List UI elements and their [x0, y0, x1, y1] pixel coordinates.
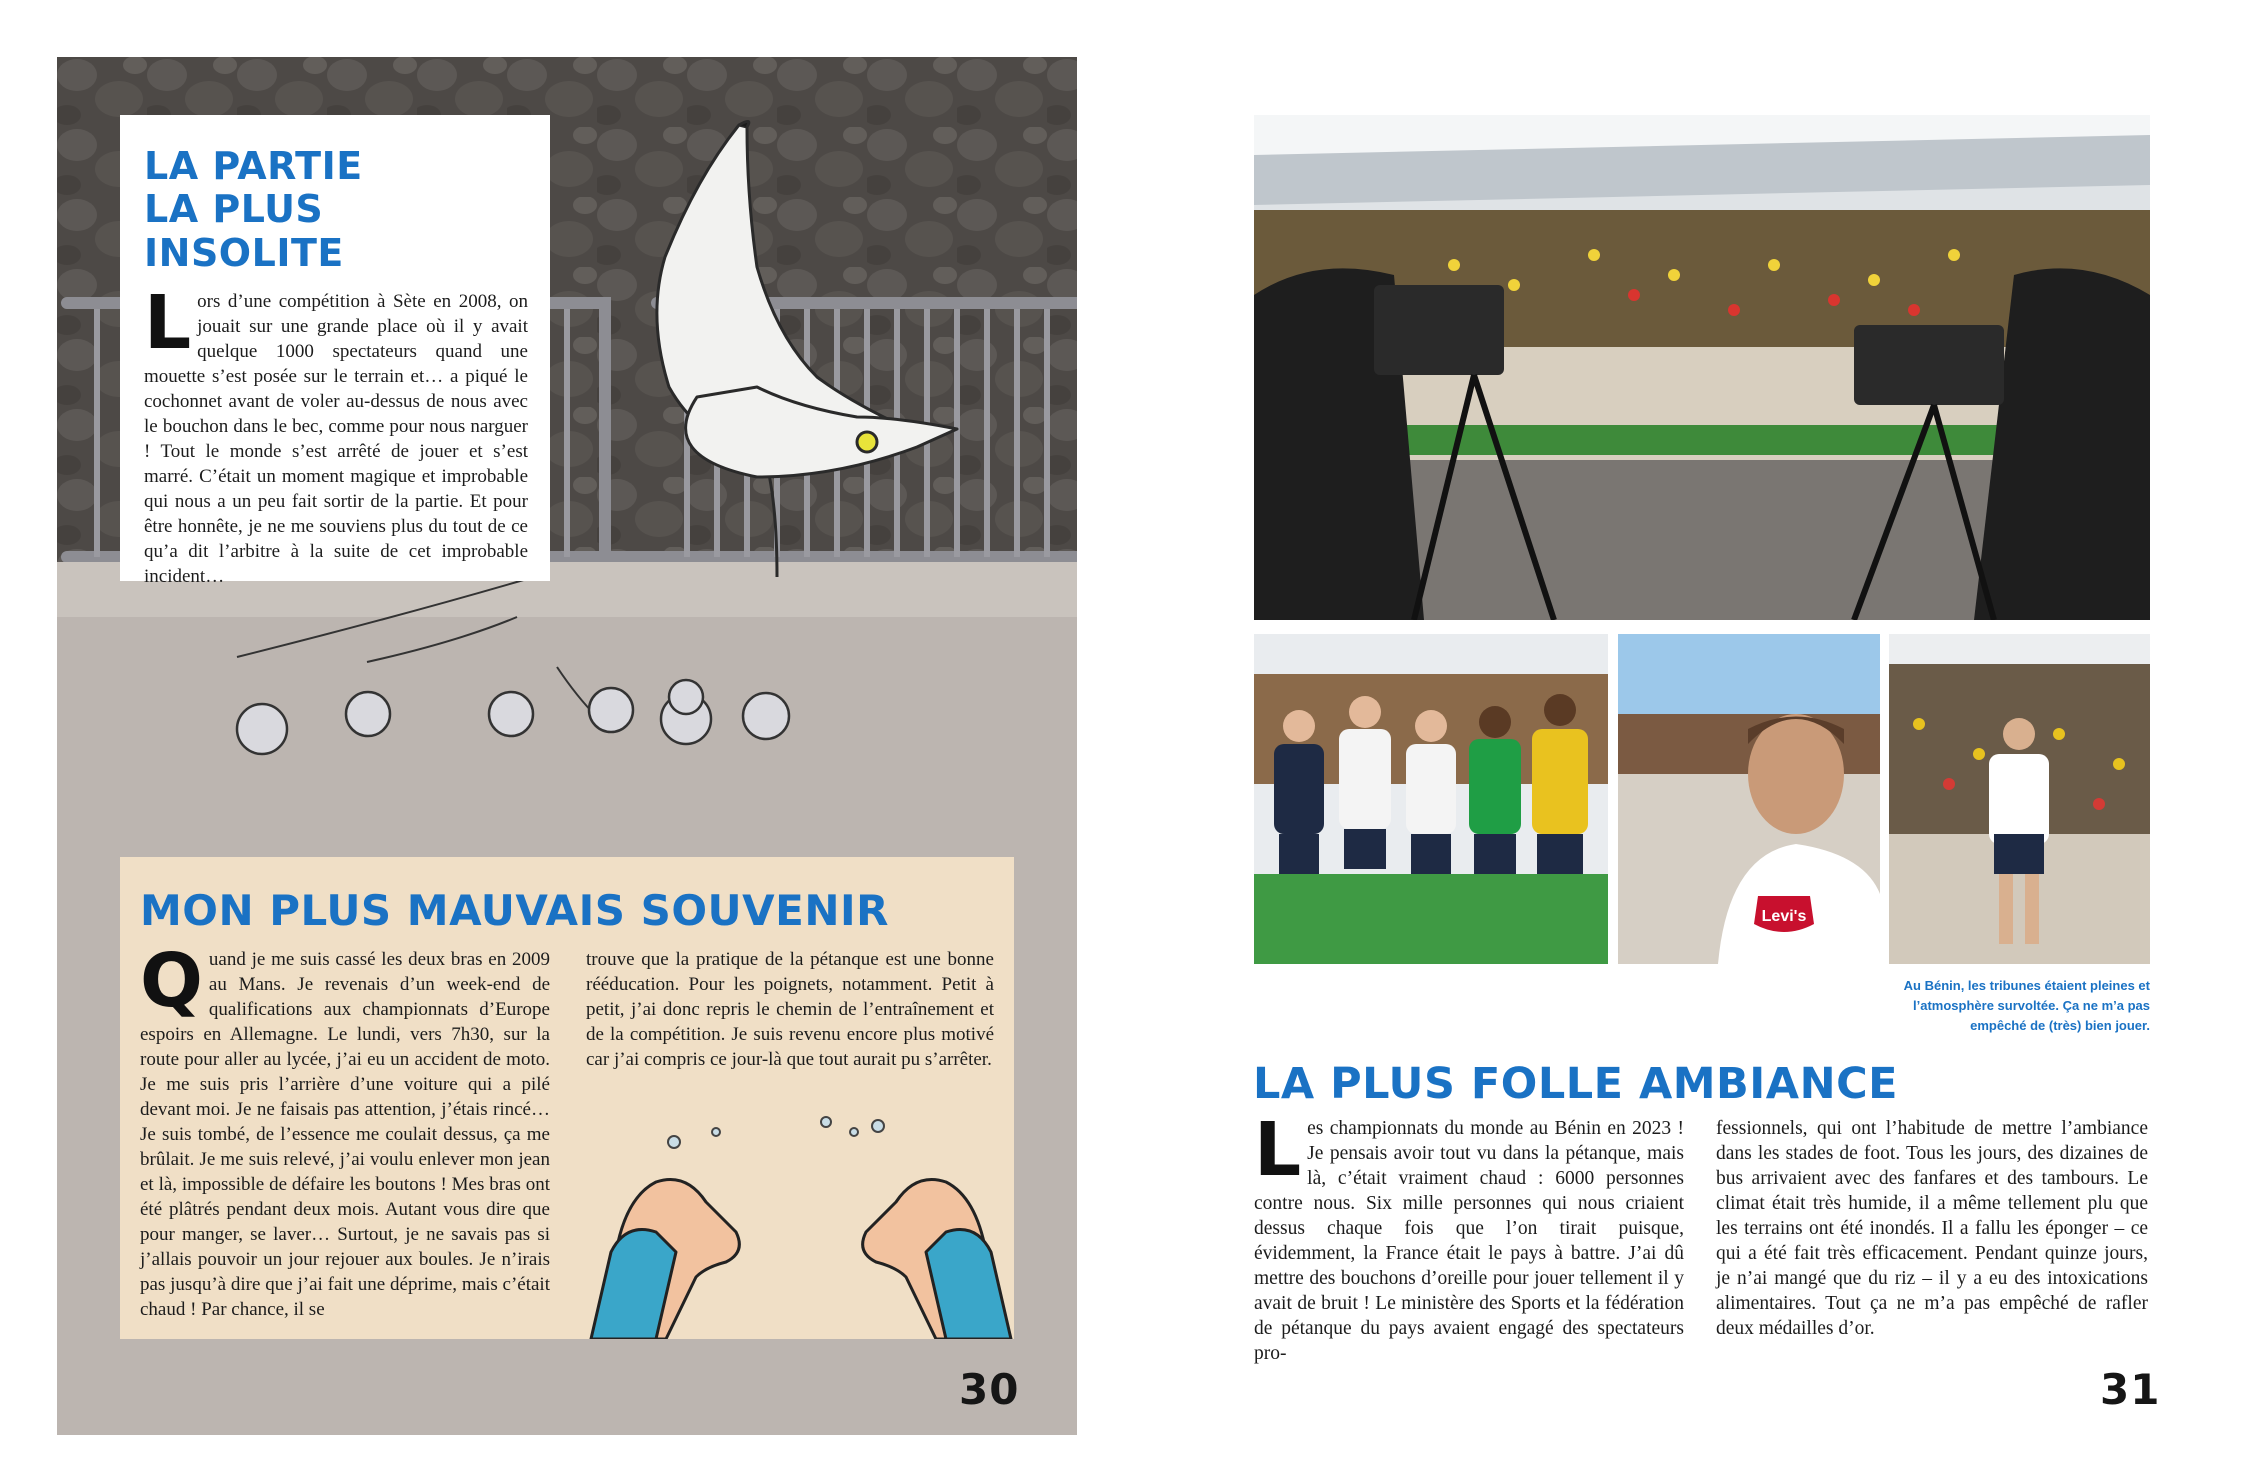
dropcap: L — [144, 279, 192, 366]
dropcap: Q — [140, 938, 203, 1024]
photo-caption: Au Bénin, les tribunes étaient pleines et l’atmosphère survoltée. Ça ne m’a pas empêché de (très) bien jouer. — [1903, 978, 2150, 1033]
photo-team — [1254, 634, 1608, 964]
hands-illustration — [586, 1102, 1014, 1339]
photo-player-throwing — [1889, 634, 2150, 964]
title-line-2: LA PLUS INSOLITE — [144, 187, 344, 275]
insolite-body: ors d’une compétition à Sète en 2008, on jouait sur une grande place où il y avait quelque 1000 spectateurs quand une mouette s’est posée sur le terrain et… a piqué le cochonnet avant de voler au-dessus de nous avec le bouchon dans le bec, comme pour nous narguer ! Tout le monde s’est arrêté de jouer et s’est marré. C’était un moment magique et improbable qui nous a un peu fait sortir de la partie. Et pour être honnête, je ne me souviens plus du tout de ce qu’a dit l’arbitre à la suite de cet improbable incident… — [144, 290, 528, 587]
ambiance-text-1 — [1254, 1107, 1684, 1366]
souvenir-box — [120, 857, 1014, 1339]
photo-selfie — [1618, 634, 1880, 964]
ambiance-column-2 — [1716, 1116, 2148, 1341]
ambiance-body-1: es championnats du monde au Bénin en 2023 ! Je pensais avoir tout vu dans la pétanque, mais là, c’était vraiment chaud : 6000 personnes contre nous. Six mille personnes qui nous criaient dessus chaque fois que l’on tirait puisque, évidemment, la France était le pays à battre. J’ai dû mettre des bouchons d’oreille pour jouer tellement il y avait de bruit ! Le ministère des Sports et la fédération de pétanque du pays avaient engagé des spectateurs pro- — [1254, 1118, 1684, 1364]
souvenir-column-1 — [140, 938, 550, 1322]
page-number-right: 31 — [2100, 1365, 2161, 1414]
dropcap: L — [1254, 1107, 1302, 1193]
souvenir-text-1 — [140, 938, 550, 1322]
title-line-1: LA PARTIE — [144, 144, 363, 188]
photo-stadium-cameras — [1254, 115, 2150, 620]
souvenir-title: MON PLUS MAUVAIS SOUVENIR — [140, 886, 889, 935]
insolite-title — [144, 145, 528, 275]
ambiance-column-1 — [1254, 1107, 1684, 1366]
insolite-text — [144, 279, 528, 589]
page-number-left: 30 — [959, 1365, 1020, 1414]
ambiance-title: LA PLUS FOLLE AMBIANCE — [1253, 1059, 1898, 1109]
ambiance-text-2: fessionnels, qui ont l’habitude de mettre l’ambiance dans les stades de foot. Tous les jours, des dizaines de bus arrivaient avec des fanfares et des tambours. Le climat était très humide, il a même tellement plu que les terrains ont été inondés. Il a fallu les éponger – ce qui a été fait très efficacement. Pendant quinze jours, je n’ai mangé que du riz – il y a eu des intoxications alimentaires. Tout ça ne m’a pas empêché de rafler deux médailles d’or. — [1716, 1118, 2148, 1339]
souvenir-body-1: uand je me suis cassé les deux bras en 2009 au Mans. Je revenais d’un week-end de qualifications aux championnats d’Europe espoirs en Allemagne. Le lundi, vers 7h30, sur la route pour aller au lycée, j’ai eu un accident de moto. Je me suis pris l’arrière d’une voiture qui a pilé devant moi. Je ne faisais pas attention, j’étais rincé… Je suis tombé, de l’essence me coulait dessus, ça me brûlait. Je me suis relevé, j’ai voulu enlever mon jean et là, impossible de défaire les boutons ! Mes bras ont été plâtrés pendant deux mois. Autant vous dire que pour manger, se laver… Surtout, je ne savais pas si j’allais pouvoir un jour rejouer aux boules. Je n’irais pas jusqu’à dire que j’ai fait une déprime, mais c’était chaud ! Par chance, il se — [140, 949, 550, 1320]
insolite-box — [120, 115, 550, 587]
souvenir-text-2: trouve que la pratique de la pétanque est une bonne rééducation. Pour les poignets, notamment. Petit à petit, j’ai donc repris le chemin de l’entraînement et de la compétition. Je suis revenu encore plus motivé car j’ai compris ce jour-là que tout aurait pu s’arrêter. — [586, 949, 994, 1070]
left-page — [57, 57, 1077, 1435]
souvenir-column-2 — [586, 947, 994, 1072]
levis-logo-text: Levi's — [1761, 908, 1807, 925]
